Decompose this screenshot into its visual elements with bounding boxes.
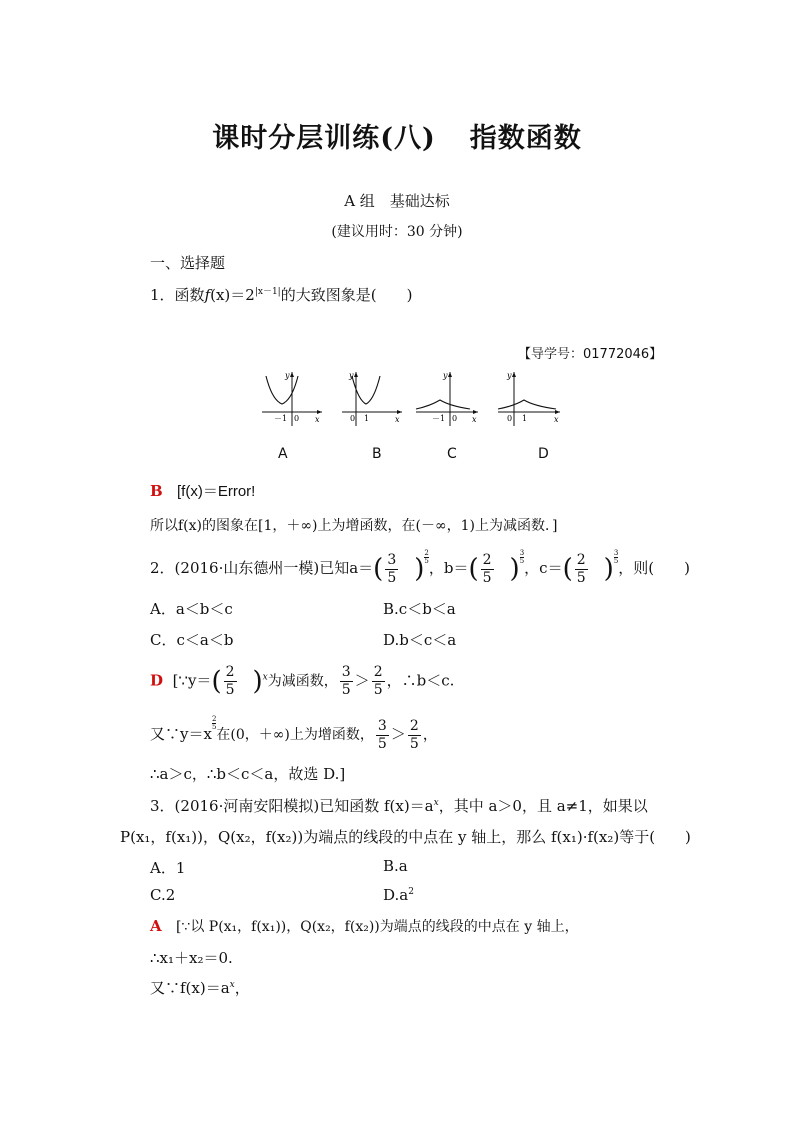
svg-text:x: x bbox=[395, 415, 400, 424]
svg-text:－1: －1 bbox=[274, 414, 288, 423]
q2-option-b: B.c＜b＜a bbox=[383, 600, 456, 618]
graph-d bbox=[494, 368, 564, 428]
question-2: 2．(2016·山东德州一模)已知a＝( $\frac{3}{5}$ ) $\frac{2}{5}$ ，b＝( $\frac{2}{5}$ ) $\frac{3}{5}$ ，c＝( $\frac{2}{5}$ ) $\frac{3}{5}$ ，则( ) bbox=[150, 549, 690, 586]
curve bbox=[266, 376, 298, 404]
q3-option-a: A．1 bbox=[150, 859, 186, 877]
answer-3-line-2: ∴x₁＋x₂＝0. bbox=[150, 949, 233, 967]
graph-c bbox=[412, 368, 482, 428]
graph-b bbox=[338, 368, 408, 428]
answer-letter: B bbox=[150, 482, 163, 500]
option-a-label: A bbox=[278, 446, 288, 462]
curve bbox=[498, 400, 556, 409]
option-c-label: C bbox=[447, 446, 457, 462]
title-main: 课时分层训练(八) bbox=[212, 123, 436, 154]
answer-letter: D bbox=[150, 671, 164, 690]
answer-1: B [f(x)＝Error! bbox=[150, 482, 256, 500]
title-sub: 指数函数 bbox=[469, 123, 582, 154]
guide-number: 【导学号：01772046】 bbox=[518, 347, 663, 362]
answer-2-line-2: 又∵y＝x $\frac{2}{5}$ 在(0，＋∞)上为增函数， $\frac{3}{5}$ ＞ $\frac{2}{5}$ ， bbox=[150, 715, 438, 752]
svg-text:x: x bbox=[315, 415, 320, 424]
svg-text:x: x bbox=[554, 415, 559, 424]
svg-text:0: 0 bbox=[452, 414, 458, 423]
answer-2-line-3: ∴a＞c，∴b＜c＜a，故选 D.] bbox=[150, 765, 346, 783]
q3-option-c: C.2 bbox=[150, 886, 176, 904]
answer-3-line-1: A [∵以 P(x₁，f(x₁))，Q(x₂，f(x₂))为端点的线段的中点在 y 轴上， bbox=[150, 917, 579, 935]
svg-text:1: 1 bbox=[522, 414, 528, 423]
q2-option-a: A．a＜b＜c bbox=[150, 600, 233, 618]
q3-option-b: B.a bbox=[383, 857, 408, 875]
svg-text:x: x bbox=[472, 415, 477, 424]
group-heading: A 组 基础达标 bbox=[344, 192, 450, 210]
option-d-label: D bbox=[538, 446, 549, 462]
svg-text:0: 0 bbox=[507, 414, 513, 423]
q3-option-d: $D.a^2$ bbox=[383, 886, 414, 904]
svg-text:－1: －1 bbox=[432, 414, 446, 423]
curve bbox=[416, 400, 470, 409]
question-3-line-1: 3．(2016·河南安阳模拟)已知函数 $f(x)=a^x$，其中 a＞0，且 a≠1，如果以 bbox=[150, 797, 648, 815]
svg-text:y: y bbox=[443, 371, 448, 380]
time-note: (建议用时：30 分钟) bbox=[331, 224, 463, 240]
svg-text:0: 0 bbox=[350, 414, 356, 423]
answer-letter: A bbox=[150, 917, 162, 935]
svg-text:1: 1 bbox=[364, 414, 370, 423]
svg-text:y: y bbox=[285, 371, 290, 380]
question-1: 1．函数$f(x)=2^{|x-1|}$的大致图象是( ) bbox=[150, 286, 413, 304]
svg-text:0: 0 bbox=[294, 414, 300, 423]
page-title bbox=[0, 116, 794, 155]
answer-2-line-1: D [∵y＝( $\frac{2}{5}$ )$^x$为减函数， $\frac{3}{5}$ ＞ $\frac{2}{5}$ ，∴b＜c. bbox=[150, 664, 455, 698]
answer-1-explanation: 所以f(x)的图象在[1，＋∞)上为增函数，在(－∞，1)上为减函数．] bbox=[150, 518, 558, 534]
q2-option-d: D.b＜c＜a bbox=[383, 631, 457, 649]
answer-3-line-3: 又$\because f(x)=a^x$， bbox=[150, 979, 250, 997]
svg-text:y: y bbox=[349, 371, 354, 380]
q2-option-c: C．c＜a＜b bbox=[150, 631, 234, 649]
option-b-label: B bbox=[372, 446, 382, 462]
graph-a bbox=[258, 368, 328, 428]
svg-text:y: y bbox=[507, 371, 512, 380]
question-3-line-2: P(x₁，f(x₁))，Q(x₂，f(x₂))为端点的线段的中点在 y 轴上，那么 f(x₁)·f(x₂)等于( ) bbox=[120, 828, 691, 846]
section-heading: 一、选择题 bbox=[150, 254, 226, 272]
